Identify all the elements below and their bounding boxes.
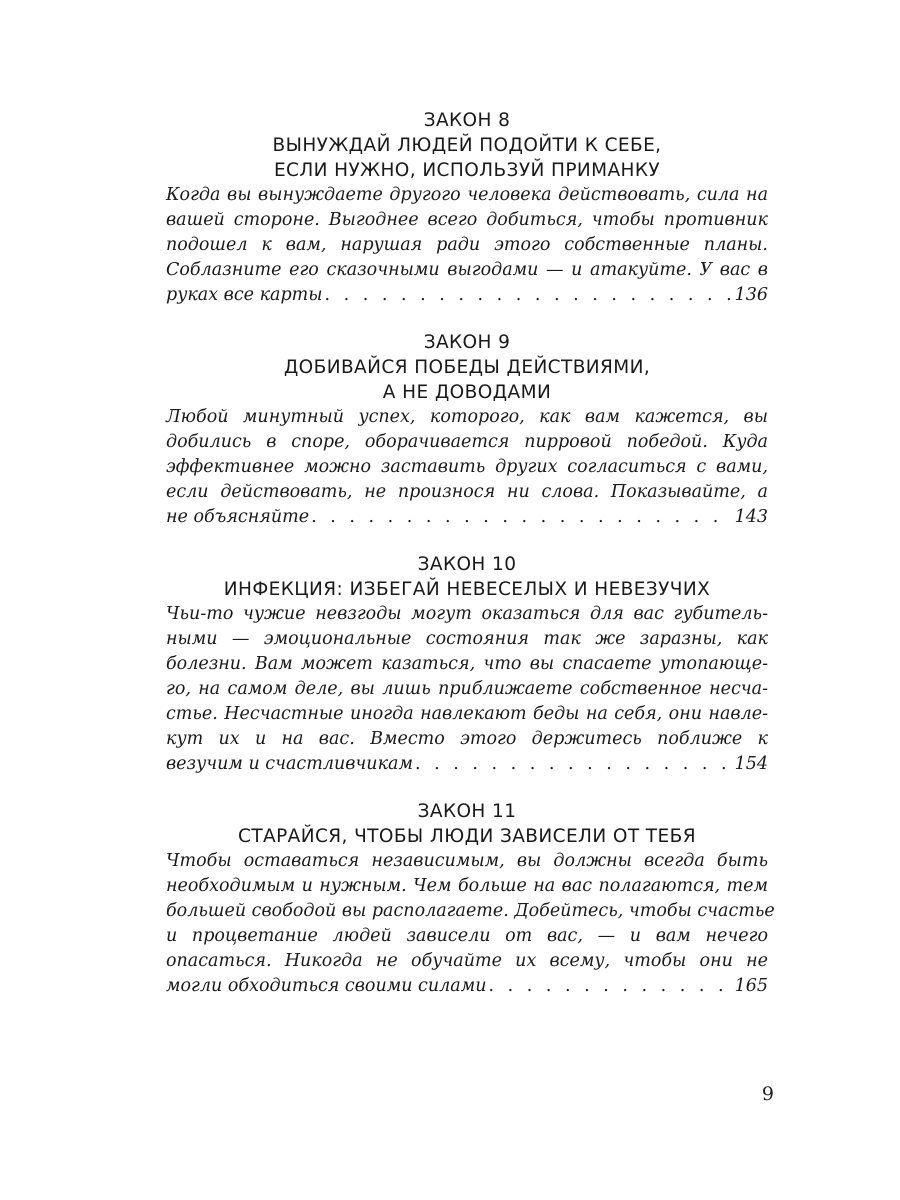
table-of-contents [166,108,775,1021]
description-line: не объясняйте [166,507,310,527]
description-line: болезни. Вам может казаться, что вы спасаете утопающе- [166,654,768,674]
law-title: ВЫНУЖДАЙ ЛЮДЕЙ ПОДОЙТИ К СЕБЕ, ЕСЛИ НУЖНО, ИСПОЛЬЗУЙ ПРИМАНКУ [272,135,662,181]
page-number: 9 [761,1083,774,1105]
description-line: опасаться. Никогда не обучайте их всему, чтобы они не [166,951,768,971]
description-line: если действовать, не произнося ни слова. Показывайте, а [166,482,768,502]
description-line: стье. Несчастные иногда навлекают беды на себя, они навле- [166,704,768,724]
leader-dots [489,974,731,999]
law-title: СТАРАЙСЯ, ЧТОБЫ ЛЮДИ ЗАВИСЕЛИ ОТ ТЕБЯ [238,826,696,847]
page-reference: 136 [734,285,768,305]
law-number: ЗАКОН 11 [417,801,517,822]
toc-entry-line [166,974,768,999]
description-line: добились в споре, оборачивается пирровой победой. Куда [166,432,768,452]
description-line: вашей стороне. Выгоднее всего добиться, чтобы противник [166,210,768,230]
law-description [166,183,768,308]
page-reference: 165 [734,976,768,996]
description-line: подошел к вам, нарушая ради этого собственные планы. [166,235,768,255]
law-number: ЗАКОН 8 [423,110,511,131]
description-line: ными — эмоциональные состояния так же заразны, как [166,629,768,649]
description-line: Соблазните его сказочными выгодами — и атакуйте. У вас в [166,260,768,280]
toc-entry-line [166,752,768,777]
description-line: могли обходиться своими силами [166,976,487,996]
law-title: ИНФЕКЦИЯ: ИЗБЕГАЙ НЕВЕСЕЛЫХ И НЕВЕЗУЧИХ [223,579,711,600]
description-line: эффективнее можно заставить других согласиться с вами, [166,457,768,477]
description-line: Чьи-то чужие невзгоды могут оказаться для вас губитель- [166,604,768,624]
toc-entry-line [166,283,768,308]
description-line: го, на самом деле, вы лишь приближаете собственное несча- [166,679,768,699]
description-line: Чтобы оставаться независимым, вы должны всегда быть [166,851,768,871]
description-line: руках все карты [166,285,323,305]
description-line: Любой минутный успех, которого, как вам кажется, вы [166,407,768,427]
law-entry [166,108,768,308]
description-line: необходимым и нужным. Чем больше на вас полагаются, тем [166,876,768,896]
description-line: большей свободой вы располагаете. Добейтесь, чтобы счастье [166,901,775,921]
description-line: везучим и счастливчикам [166,754,413,774]
law-entry [166,552,768,777]
description-line: и процветание людей зависели от вас, — и вам нечего [166,926,768,946]
page-reference: 154 [734,754,768,774]
law-number: ЗАКОН 9 [423,332,511,353]
leader-dots [325,283,731,308]
law-entry [166,799,775,999]
law-description [166,602,768,777]
page-reference: 143 [734,507,768,527]
description-line: Когда вы вынуждаете другого человека действовать, сила на [166,185,768,205]
law-number: ЗАКОН 10 [417,554,517,575]
leader-dots [415,752,731,777]
description-line: кут их и на вас. Вместо этого держитесь поближе к [166,729,768,749]
law-title: ДОБИВАЙСЯ ПОБЕДЫ ДЕЙСТВИЯМИ, А НЕ ДОВОДАМИ [283,357,651,403]
toc-entry-line [166,505,768,530]
law-description [166,405,768,530]
law-entry [166,330,768,530]
law-description [166,849,775,999]
leader-dots [311,505,731,530]
